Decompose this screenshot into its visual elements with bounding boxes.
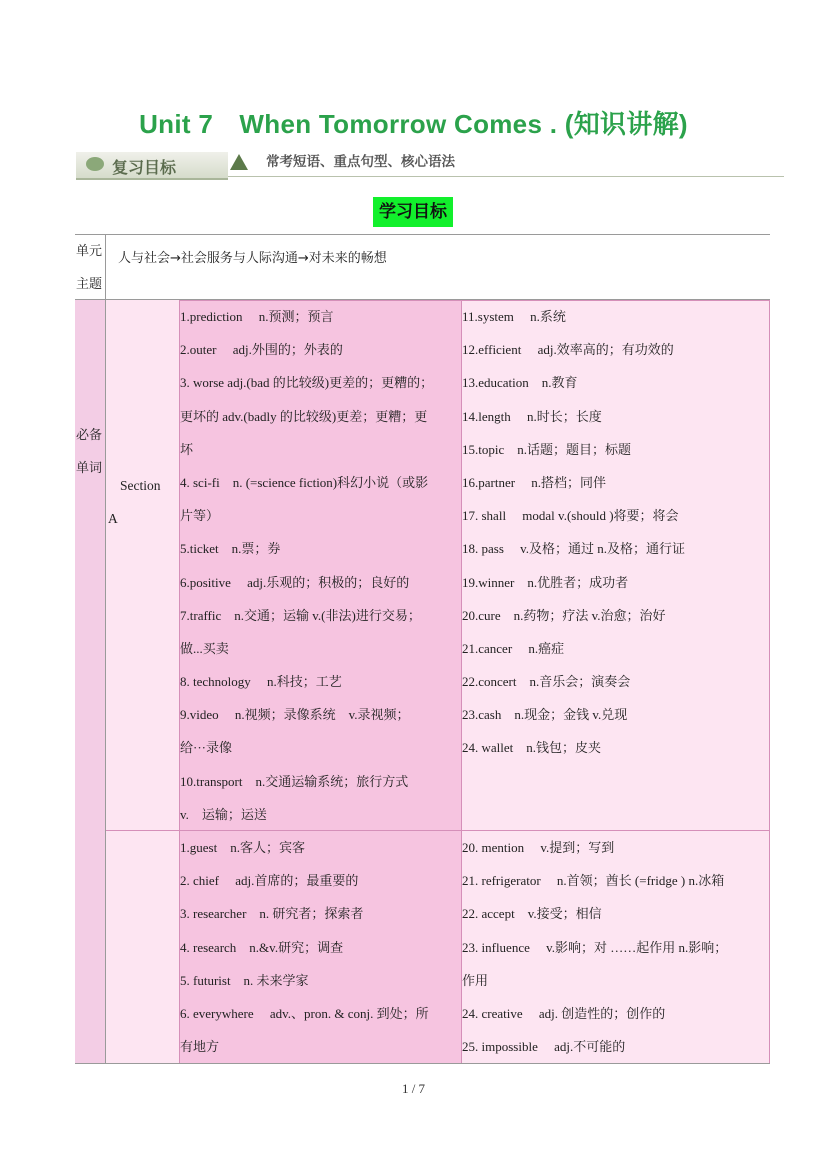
list-item: 3. researcher n. 研究者；探索者 <box>180 906 364 922</box>
list-item: 23. influence v.影响；对 ……起作用 n.影响； <box>462 939 728 955</box>
grid-line <box>105 300 106 1063</box>
banner-divider <box>228 176 784 177</box>
list-item: 给···录像 <box>180 740 232 756</box>
vocab-label-2: 单词 <box>76 461 103 476</box>
list-item: v. 运输；运送 <box>180 806 267 822</box>
list-item: 17. shall modal v.(should )将要；将会 <box>462 508 679 524</box>
page-title: Unit 7 When Tomorrow Comes . (知识讲解) <box>139 109 688 139</box>
block1-right-list <box>462 300 768 765</box>
triangle-icon <box>230 154 248 170</box>
list-item: 8. technology n.科技；工艺 <box>180 674 342 690</box>
list-item: 1.prediction n.预测；预言 <box>180 309 334 324</box>
vocab-side-cell <box>75 300 105 1063</box>
grid-line <box>769 300 770 1063</box>
list-item: 19.winner n.优胜者；成功者 <box>462 574 629 590</box>
list-item: 12.efficient adj.效率高的；有功效的 <box>462 342 674 358</box>
list-item: 4. sci-fi n. (=science fiction)科幻小说（或影 <box>180 474 429 490</box>
vocab-label-1: 必备 <box>76 428 103 443</box>
list-item: 22.concert n.音乐会；演奏会 <box>462 674 631 690</box>
list-item: 24. wallet n.钱包；皮夹 <box>462 740 602 756</box>
list-item: 2. chief adj.首席的；最重要的 <box>180 873 359 889</box>
block1-left-list <box>180 300 459 831</box>
goal-heading: 学习目标 <box>373 197 453 227</box>
list-item: 更坏的 adv.(badly 的比较级)更差；更糟；更 <box>180 408 428 424</box>
banner-label: 复习目标 <box>112 158 177 177</box>
list-item: 10.transport n.交通运输系统；旅行方式 <box>180 773 409 789</box>
list-item: 13.education n.教育 <box>462 375 578 391</box>
list-item: 14.length n.时长；长度 <box>462 408 602 424</box>
list-item: 4. research n.&v.研究；调查 <box>180 939 344 955</box>
list-item: 18. pass v.及格；通过 n.及格；通行证 <box>462 541 686 557</box>
list-item: 6. everywhere adv.、pron. & conj. 到处；所 <box>180 1005 429 1021</box>
banner-subtitle: 常考短语、重点句型、核心语法 <box>266 154 455 170</box>
list-item: 21. refrigerator n.首领；酋长 (=fridge ) n.冰箱 <box>462 873 725 889</box>
list-item: 作用 <box>462 972 489 988</box>
list-item: 25. impossible adj.不可能的 <box>462 1039 626 1055</box>
list-item: 7.traffic n.交通；运输 v.(非法)进行交易； <box>180 607 421 623</box>
theme-divider <box>105 234 106 300</box>
section-label: Section <box>120 478 161 493</box>
list-item: 1.guest n.客人；宾客 <box>180 840 305 855</box>
list-item: 23.cash n.现金；金钱 v.兑现 <box>462 707 628 723</box>
review-goals-banner <box>76 148 784 180</box>
block2-left-list <box>180 831 459 1063</box>
list-item: 20.cure n.药物；疗法 v.治愈；治好 <box>462 607 666 623</box>
list-item: 5.ticket n.票；券 <box>180 541 281 557</box>
section-b-cell <box>106 831 179 1063</box>
list-item: 24. creative adj. 创造性的；创作的 <box>462 1005 666 1021</box>
list-item: 2.outer adj.外围的；外表的 <box>180 342 343 358</box>
list-item: 做...买卖 <box>180 640 229 656</box>
list-item: 片等） <box>180 508 220 524</box>
section-letter: A <box>108 511 118 526</box>
list-item: 9.video n.视频；录像系统 v.录视频； <box>180 707 410 723</box>
list-item: 16.partner n.搭档；同伴 <box>462 474 607 490</box>
list-item: 坏 <box>180 441 194 457</box>
list-item: 11.system n.系统 <box>462 309 566 324</box>
theme-text: 人与社会→社会服务与人际沟通→对未来的畅想 <box>118 251 387 266</box>
block2-right-list <box>462 831 768 1063</box>
banner-box <box>76 152 228 180</box>
page-number: 1 / 7 <box>401 1081 426 1096</box>
list-item: 21.cancer n.癌症 <box>462 640 565 656</box>
theme-label-2: 主题 <box>76 277 103 292</box>
list-item: 5. futurist n. 未来学家 <box>180 972 309 988</box>
list-item: 6.positive adj.乐观的；积极的；良好的 <box>180 574 410 590</box>
list-item: 20. mention v.提到；写到 <box>462 840 615 855</box>
list-item: 3. worse adj.(bad 的比较级)更差的；更糟的； <box>180 375 434 391</box>
section-a-cell <box>106 300 179 831</box>
list-item: 15.topic n.话题；题目；标题 <box>462 441 631 457</box>
list-item: 22. accept v.接受；相信 <box>462 906 602 922</box>
leaf-icon <box>86 157 104 171</box>
list-item: 有地方 <box>180 1039 220 1055</box>
table-top-rule <box>75 234 770 235</box>
theme-label-1: 单元 <box>76 244 103 259</box>
